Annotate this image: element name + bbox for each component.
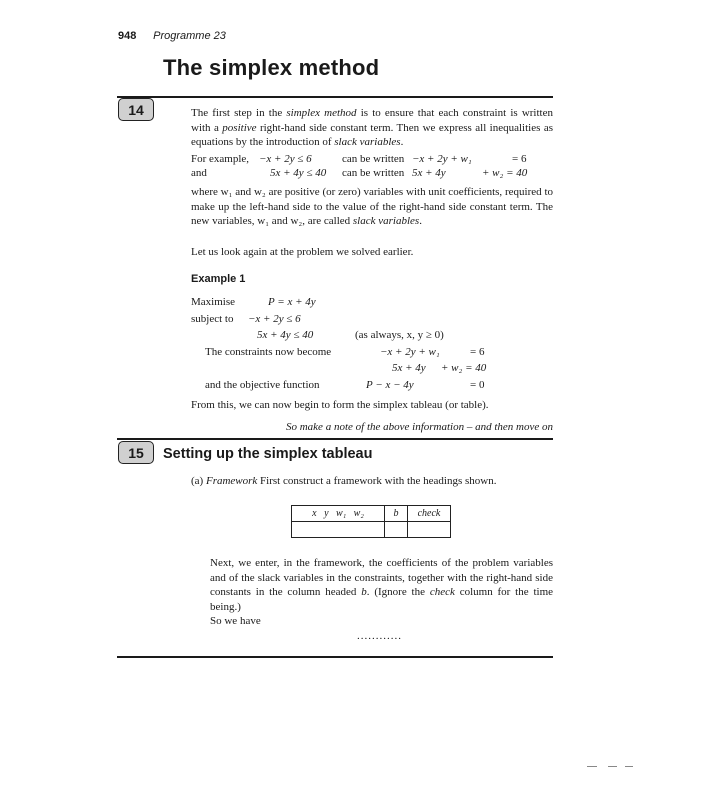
constraint-eq-2-lhs: 5x + 4y <box>392 362 426 374</box>
programme-label: Programme 23 <box>153 30 226 42</box>
non-negativity-note: (as always, x, y ≥ 0) <box>355 329 444 341</box>
objective-function-label: and the objective function <box>205 379 320 391</box>
move-on-note: So make a note of the above information – and then move on <box>285 421 553 433</box>
can-be-written-2: can be written <box>342 167 405 179</box>
text: where w₁ and w₂ are positive (or zero) variables with unit coefficients, required to make up the left-hand side to the value of the right-hand side constant term. The new variables, w₁ and w₂, are called <box>191 186 553 227</box>
empty-cell <box>292 522 385 538</box>
bottom-rule <box>117 656 553 658</box>
frame-15-number: 15 <box>118 441 154 464</box>
scan-mark <box>608 766 617 767</box>
running-head <box>118 30 226 42</box>
empty-cell <box>408 522 451 538</box>
text-italic: b <box>361 586 367 598</box>
example-heading: Example 1 <box>191 273 246 285</box>
constraint-eq-1-rhs: = 6 <box>470 346 485 358</box>
text: . <box>400 136 404 148</box>
text: column for the time being.) <box>210 586 554 613</box>
header-b: b <box>385 506 408 522</box>
begin-tableau-text: From this, we can now begin to form the simplex tableau (or table). <box>191 399 489 411</box>
continuation-dots: ............ <box>357 630 402 642</box>
scan-mark <box>587 766 597 767</box>
constraint-eq-2-rhs: + w₂ = 40 <box>441 362 487 374</box>
can-be-written-1: can be written <box>342 153 405 165</box>
text-italic: slack variables <box>352 215 420 227</box>
framework-table <box>291 505 451 538</box>
inequality-1: −x + 2y ≤ 6 <box>259 153 312 165</box>
for-example-label: For example, <box>191 153 250 165</box>
page-title: The simplex method <box>163 55 380 80</box>
section-heading: Setting up the simplex tableau <box>163 446 373 462</box>
empty-cell <box>385 522 408 538</box>
constraint-1: −x + 2y ≤ 6 <box>248 313 301 325</box>
framework-explanation <box>210 556 553 614</box>
text: Next, we enter, in the framework, the coefficients of the problem variables and of the slack variables in the constraints, together with the right-hand side constants in the column headed <box>210 557 553 598</box>
header-check: check <box>408 506 451 522</box>
scan-mark <box>625 766 633 767</box>
text-italic: Framework <box>205 475 258 487</box>
objective-eq-rhs: = 0 <box>470 379 485 391</box>
inequality-2: 5x + 4y ≤ 40 <box>270 167 327 179</box>
text: . <box>419 215 422 227</box>
constraint-2: 5x + 4y ≤ 40 <box>257 329 314 341</box>
text-italic: simplex method <box>286 107 357 119</box>
text-italic: positive <box>222 121 257 134</box>
slack-variable-explanation <box>191 185 553 229</box>
text: . (Ignore the <box>366 586 430 598</box>
text-italic: check <box>429 586 455 598</box>
header-variables: x y w₁ w₂ <box>292 506 385 522</box>
equation-1-rhs: = 6 <box>512 153 527 165</box>
constraint-eq-1-lhs: −x + 2y + w₁ <box>380 346 440 358</box>
text-italic: slack variables <box>334 136 401 148</box>
frame-14-intro <box>191 106 553 150</box>
and-label: and <box>191 167 207 179</box>
table-header-row <box>292 506 451 522</box>
text: right-hand side constant term. Then we express all inequalities as equations by the introduction of <box>191 121 553 148</box>
text: is to ensure that each constraint is written with a <box>191 107 553 134</box>
table-empty-row <box>292 522 451 538</box>
objective: P = x + 4y <box>268 296 316 308</box>
look-again-text: Let us look again at the problem we solved earlier. <box>191 246 414 258</box>
text: The first step in the <box>191 107 287 119</box>
frame-15-rule <box>117 438 553 440</box>
frame-14-number: 14 <box>118 98 154 121</box>
subject-to-label: subject to <box>191 313 234 325</box>
page-number: 948 <box>118 30 137 42</box>
maximise-label: Maximise <box>191 296 235 308</box>
equation-2-lhs: 5x + 4y <box>412 167 446 179</box>
equation-1-lhs: −x + 2y + w₁ <box>412 153 472 165</box>
equation-2-slack: + w₂ = 40 <box>482 167 528 179</box>
so-we-have-text: So we have <box>210 615 261 627</box>
text: (a) <box>191 475 204 487</box>
text: First construct a framework with the headings shown. <box>260 475 497 487</box>
framework-instruction <box>191 474 497 489</box>
objective-eq-lhs: P − x − 4y <box>366 379 414 391</box>
frame-14-rule <box>117 96 553 98</box>
constraints-become-label: The constraints now become <box>205 346 332 358</box>
